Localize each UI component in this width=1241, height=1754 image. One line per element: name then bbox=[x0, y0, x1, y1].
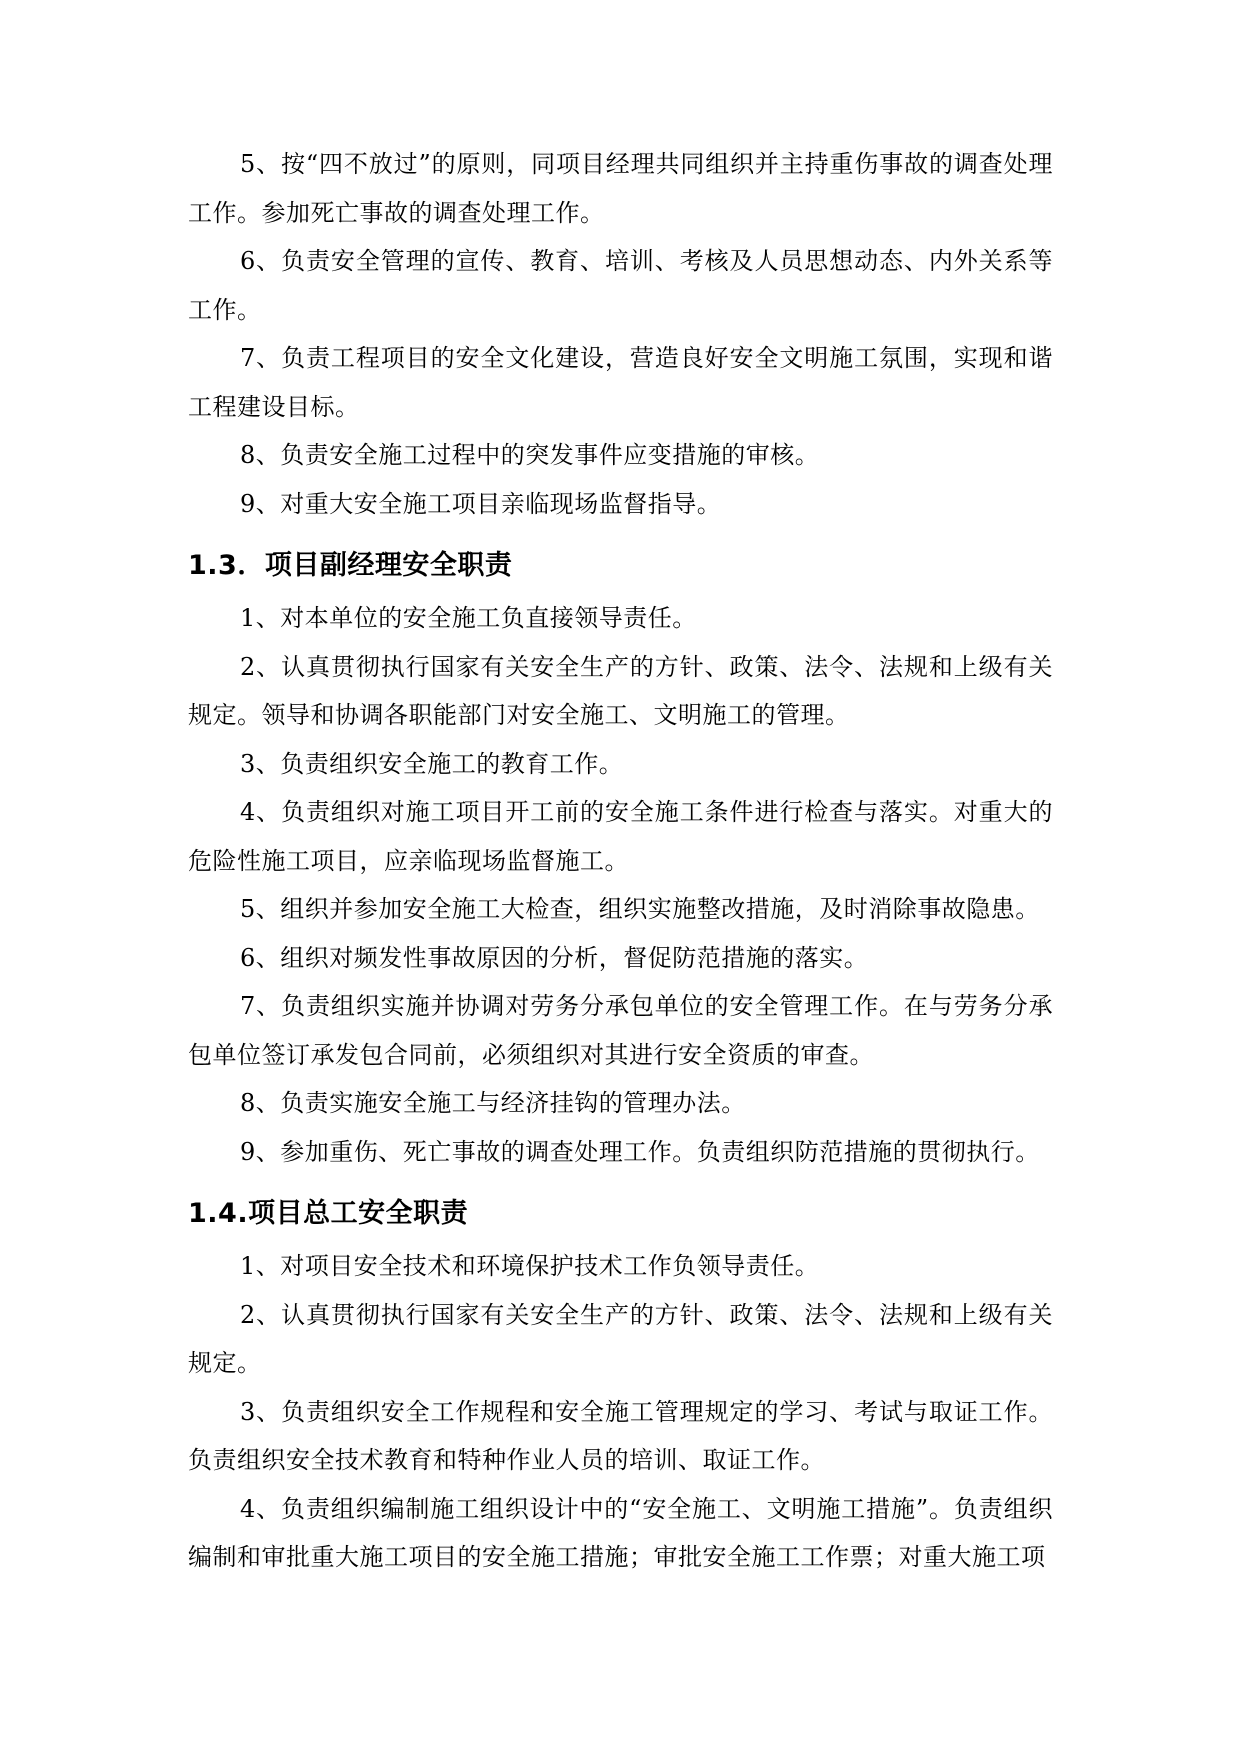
paragraph-1-4-item-3: 3、负责组织安全工作规程和安全施工管理规定的学习、考试与取证工作。负责组织安全技术教育和特种作业人员的培训、取证工作。 bbox=[188, 1397, 1053, 1474]
paragraph-1-3-item-9: 9、参加重伤、死亡事故的调查处理工作。负责组织防范措施的贯彻执行。 bbox=[240, 1137, 1040, 1166]
paragraph-1-3-item-8: 8、负责实施安全施工与经济挂钩的管理办法。 bbox=[240, 1089, 746, 1117]
paragraph-1-4-item-1: 1、对项目安全技术和环境保护技术工作负领导责任。 bbox=[240, 1252, 820, 1280]
paragraph-1-4-item-4: 4、负责组织编制施工组织设计中的“安全施工、文明施工措施”。负责组织编制和审批重大施工项目的安全施工措施；审批安全施工工作票；对重大施工项 bbox=[188, 1494, 1053, 1571]
paragraph-1-3-item-7: 7、负责组织实施并协调对劳务分承包单位的安全管理工作。在与劳务分承包单位签订承发包合同前，必须组织对其进行安全资质的审查。 bbox=[188, 992, 1053, 1069]
paragraph-1-3-item-2: 2、认真贯彻执行国家有关安全生产的方针、政策、法令、法规和上级有关规定。领导和协调各职能部门对安全施工、文明施工的管理。 bbox=[188, 652, 1053, 729]
paragraph-1-2-item-7: 7、负责工程项目的安全文化建设，营造良好安全文明施工氛围，实现和谐工程建设目标。 bbox=[188, 344, 1053, 421]
paragraph-1-3-item-4: 4、负责组织对施工项目开工前的安全施工条件进行检查与落实。对重大的危险性施工项目，应亲临现场监督施工。 bbox=[188, 798, 1053, 875]
paragraph-1-3-item-5: 5、组织并参加安全施工大检查，组织实施整改措施，及时消除事故隐患。 bbox=[240, 895, 1040, 923]
paragraph-1-2-item-8: 8、负责安全施工过程中的突发事件应变措施的审核。 bbox=[240, 441, 820, 469]
section-heading-1-3: 1.3．项目副经理安全职责 bbox=[188, 550, 513, 581]
paragraph-1-3-item-1: 1、对本单位的安全施工负直接领导责任。 bbox=[240, 604, 697, 632]
paragraph-1-3-item-6: 6、组织对频发性事故原因的分析，督促防范措施的落实。 bbox=[240, 943, 869, 972]
paragraph-1-2-item-5: 5、按“四不放过”的原则，同项目经理共同组织并主持重伤事故的调查处理工作。参加死亡事故的调查处理工作。 bbox=[188, 150, 1053, 227]
paragraph-1-2-item-6: 6、负责安全管理的宣传、教育、培训、考核及人员思想动态、内外关系等工作。 bbox=[188, 247, 1053, 324]
paragraph-1-3-item-3: 3、负责组织安全施工的教育工作。 bbox=[240, 749, 624, 778]
section-heading-1-4: 1.4.项目总工安全职责 bbox=[188, 1198, 469, 1229]
document-page bbox=[188, 140, 1053, 1582]
paragraph-1-2-item-9: 9、对重大安全施工项目亲临现场监督指导。 bbox=[240, 489, 722, 518]
paragraph-1-4-item-2: 2、认真贯彻执行国家有关安全生产的方针、政策、法令、法规和上级有关规定。 bbox=[188, 1300, 1053, 1377]
